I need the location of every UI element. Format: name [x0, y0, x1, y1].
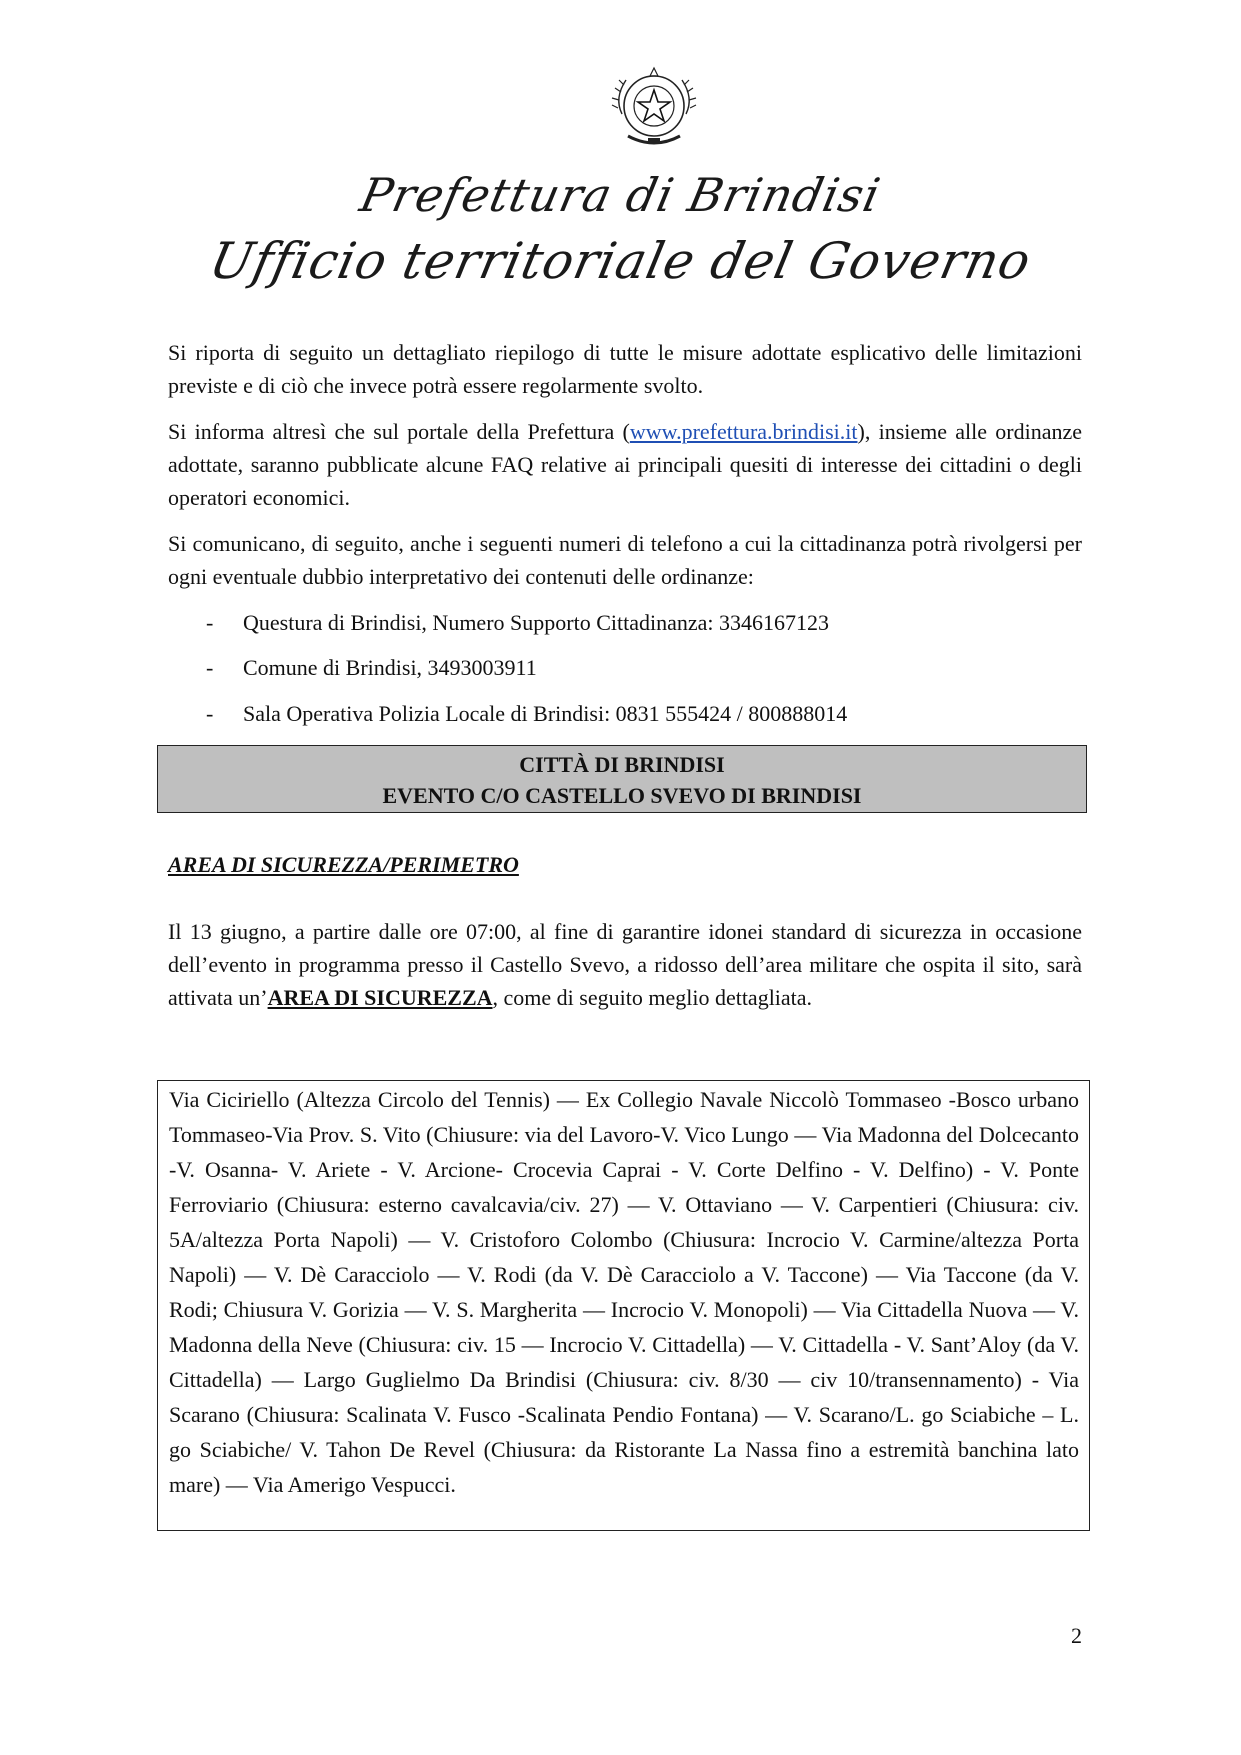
security-text-after: , come di seguito meglio dettagliata. — [492, 985, 813, 1010]
prefettura-website-link[interactable]: www.prefettura.brindisi.it — [629, 419, 858, 444]
banner-event: EVENTO C/O CASTELLO SVEVO DI BRINDISI — [382, 783, 862, 808]
portal-info-text-after: ), insieme alle ordinanze adottate, saranno pubblicate alcune FAQ relative ai principali quesiti di interesse dei cittadini o degli operatori economici. — [168, 419, 1082, 510]
header-prefettura-title: Prefettura di Brindisi — [355, 168, 886, 222]
republic-emblem-icon — [604, 58, 704, 158]
section-title: AREA DI SICUREZZA/PERIMETRO — [168, 852, 519, 877]
security-area-paragraph — [168, 915, 1082, 1014]
portal-info-paragraph — [168, 415, 1082, 514]
header-ufficio-subtitle: Ufficio territoriale del Governo — [204, 232, 1037, 290]
contact-polizia-locale: Sala Operativa Polizia Locale di Brindisi: 0831 555424 / 800888014 — [243, 701, 848, 726]
event-banner — [157, 745, 1087, 813]
security-text-before: Il 13 giugno, a partire dalle ore 07:00, al fine di garantire idonei standard di sicurezza in occasione dell’evento in programma presso il Castello Svevo, a ridosso dell’area militare che ospita il sito, sarà attivata un’ — [168, 919, 1082, 1010]
perimeter-description-box: Via Ciciriello (Altezza Circolo del Tennis) — Ex Collegio Navale Niccolò Tommaseo -Bosco urbano Tommaseo-Via Prov. S. Vito (Chiusure: via del Lavoro-V. Vico Lungo — Via Madonna del Dolcecanto -V. Osanna- V. Ariete - V. Arcione- Crocevia Caprai - V. Corte Delfino - V. Delfino) - V. Ponte Ferroviario (Chiusura: esterno cavalcavia/civ. 27) — V. Ottaviano — V. Carpentieri (Chiusura: civ. 5A/altezza Porta Napoli) — V. Cristoforo Colombo (Chiusura: Incrocio V. Carmine/altezza Porta Napoli) — V. Dè Caracciolo — V. Rodi (da V. Dè Caracciolo a V. Taccone) — Via Taccone (da V. Rodi; Chiusura V. Gorizia — V. S. Margherita — Incrocio V. Monopoli) — Via Cittadella Nuova — V. Madonna della Neve (Chiusura: civ. 15 — Incrocio V. Cittadella) — V. Cittadella - V. Sant’Aloy (da V. Cittadella) — Largo Guglielmo Da Brindisi (Chiusura: civ. 8/30 — civ 10/transennamento) - Via Scarano (Chiusura: Scalinata V. Fusco -Scalinata Pendio Fontana) — V. Scarano/L. go Sciabiche – L. go Sciabiche/ V. Tahon De Revel (Chiusura: da Ristorante La Nassa fino a estremità banchina lato mare) — Via Amerigo Vespucci. — [157, 1080, 1090, 1531]
phone-numbers-paragraph: Si comunicano, di seguito, anche i seguenti numeri di telefono a cui la cittadinanza potrà rivolgersi per ogni eventuale dubbio interpretativo dei contenuti delle ordinanze: — [168, 531, 1082, 589]
portal-info-text-before: Si informa altresì che sul portale della Prefettura ( — [168, 419, 630, 444]
intro-paragraph: Si riporta di seguito un dettagliato riepilogo di tutte le misure adottate esplicativo delle limitazioni previste e di ciò che invece potrà essere regolarmente svolto. — [168, 340, 1082, 398]
list-dash: - — [206, 610, 214, 635]
page-number: 2 — [1071, 1623, 1082, 1648]
list-dash: - — [206, 701, 214, 726]
list-dash: - — [206, 655, 214, 680]
contact-questura: Questura di Brindisi, Numero Supporto Cittadinanza: 3346167123 — [243, 610, 829, 635]
security-area-emphasis: AREA DI SICUREZZA — [267, 985, 493, 1010]
banner-city: CITTÀ DI BRINDISI — [519, 752, 725, 777]
contact-comune: Comune di Brindisi, 3493003911 — [243, 655, 537, 680]
